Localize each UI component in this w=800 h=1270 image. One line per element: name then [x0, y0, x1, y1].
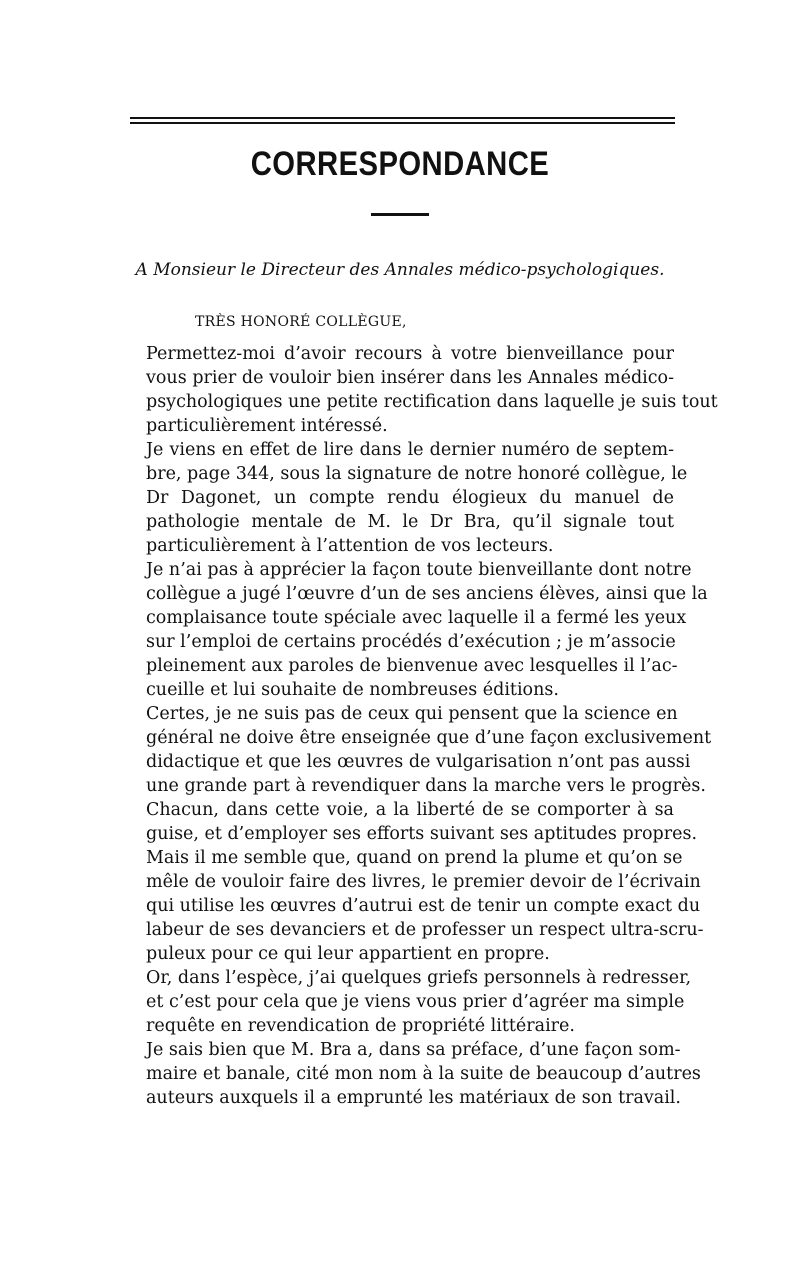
- paragraph-6: [146, 966, 692, 1038]
- text-line: auteurs auxquels il a emprunté les matériaux de son travail.: [146, 1088, 681, 1108]
- paragraph-5: [146, 798, 704, 966]
- text-line: labeur de ses devanciers et de professer un respect ultra-scru-: [146, 920, 704, 940]
- top-double-rule-lower: [130, 122, 675, 124]
- text-line: une grande part à revendiquer dans la marche vers le progrès.: [146, 776, 706, 796]
- text-line: Chacun, dans cette voie, a la liberté de se comporter à sa: [146, 800, 674, 820]
- text-line: vous prier de vouloir bien insérer dans les Annales médico-: [146, 368, 674, 388]
- text-line: pleinement aux paroles de bienvenue avec lesquelles il l’ac-: [146, 656, 678, 676]
- paragraph-2: [146, 438, 688, 558]
- page-title: CORRESPONDANCE: [250, 145, 550, 183]
- text-line: particulièrement à l’attention de vos lecteurs.: [146, 536, 554, 556]
- text-line: Je viens en effet de lire dans le dernier numéro de septem-: [146, 440, 674, 460]
- paragraph-7: [146, 1038, 701, 1110]
- paragraph-4: [146, 702, 712, 798]
- text-line: et c’est pour cela que je viens vous prier d’agréer ma simple: [146, 992, 685, 1012]
- text-line: Or, dans l’espèce, j’ai quelques griefs personnels à redresser,: [146, 968, 692, 988]
- text-line: qui utilise les œuvres d’autrui est de tenir un compte exact du: [146, 896, 701, 916]
- salutation: TRÈS HONORÉ COLLÈGUE,: [195, 314, 407, 330]
- text-line: sur l’emploi de certains procédés d’exécution ; je m’associe: [146, 632, 676, 652]
- text-line: collègue a jugé l’œuvre d’un de ses anciens élèves, ainsi que la: [146, 584, 708, 604]
- letter-body: [146, 342, 718, 1110]
- text-line: bre, page 344, sous la signature de notre honoré collègue, le: [146, 464, 688, 484]
- text-line: Dr Dagonet, un compte rendu élogieux du manuel de: [146, 488, 674, 508]
- paragraph-3: [146, 558, 708, 702]
- top-double-rule-upper: [130, 117, 675, 119]
- text-line: général ne doive être enseignée que d’une façon exclusivement: [146, 728, 712, 748]
- text-line: requête en revendication de propriété littéraire.: [146, 1016, 575, 1036]
- text-line: pathologie mentale de M. le Dr Bra, qu’il signale tout: [146, 512, 674, 532]
- address-line: A Monsieur le Directeur des Annales médico-psychologiques.: [135, 260, 665, 280]
- text-line: Je n’ai pas à apprécier la façon toute bienveillante dont notre: [146, 560, 692, 580]
- text-line: Certes, je ne suis pas de ceux qui pensent que la science en: [146, 704, 678, 724]
- text-line: didactique et que les œuvres de vulgarisation n’ont pas aussi: [146, 752, 691, 772]
- title-separator: [371, 213, 429, 216]
- text-line: puleux pour ce qui leur appartient en propre.: [146, 944, 550, 964]
- text-line: Mais il me semble que, quand on prend la plume et qu’on se: [146, 848, 683, 868]
- text-line: cueille et lui souhaite de nombreuses éditions.: [146, 680, 559, 700]
- paragraph-1: [146, 342, 718, 438]
- text-line: Permettez-moi d’avoir recours à votre bienveillance pour: [146, 344, 674, 364]
- text-line: guise, et d’employer ses efforts suivant ses aptitudes propres.: [146, 824, 698, 844]
- text-line: psychologiques une petite rectification dans laquelle je suis tout: [146, 392, 718, 412]
- text-line: particulièrement intéressé.: [146, 416, 388, 436]
- text-line: Je sais bien que M. Bra a, dans sa préface, d’une façon som-: [146, 1040, 681, 1060]
- text-line: complaisance toute spéciale avec laquelle il a fermé les yeux: [146, 608, 687, 628]
- text-line: mêle de vouloir faire des livres, le premier devoir de l’écrivain: [146, 872, 701, 892]
- text-line: maire et banale, cité mon nom à la suite de beaucoup d’autres: [146, 1064, 701, 1084]
